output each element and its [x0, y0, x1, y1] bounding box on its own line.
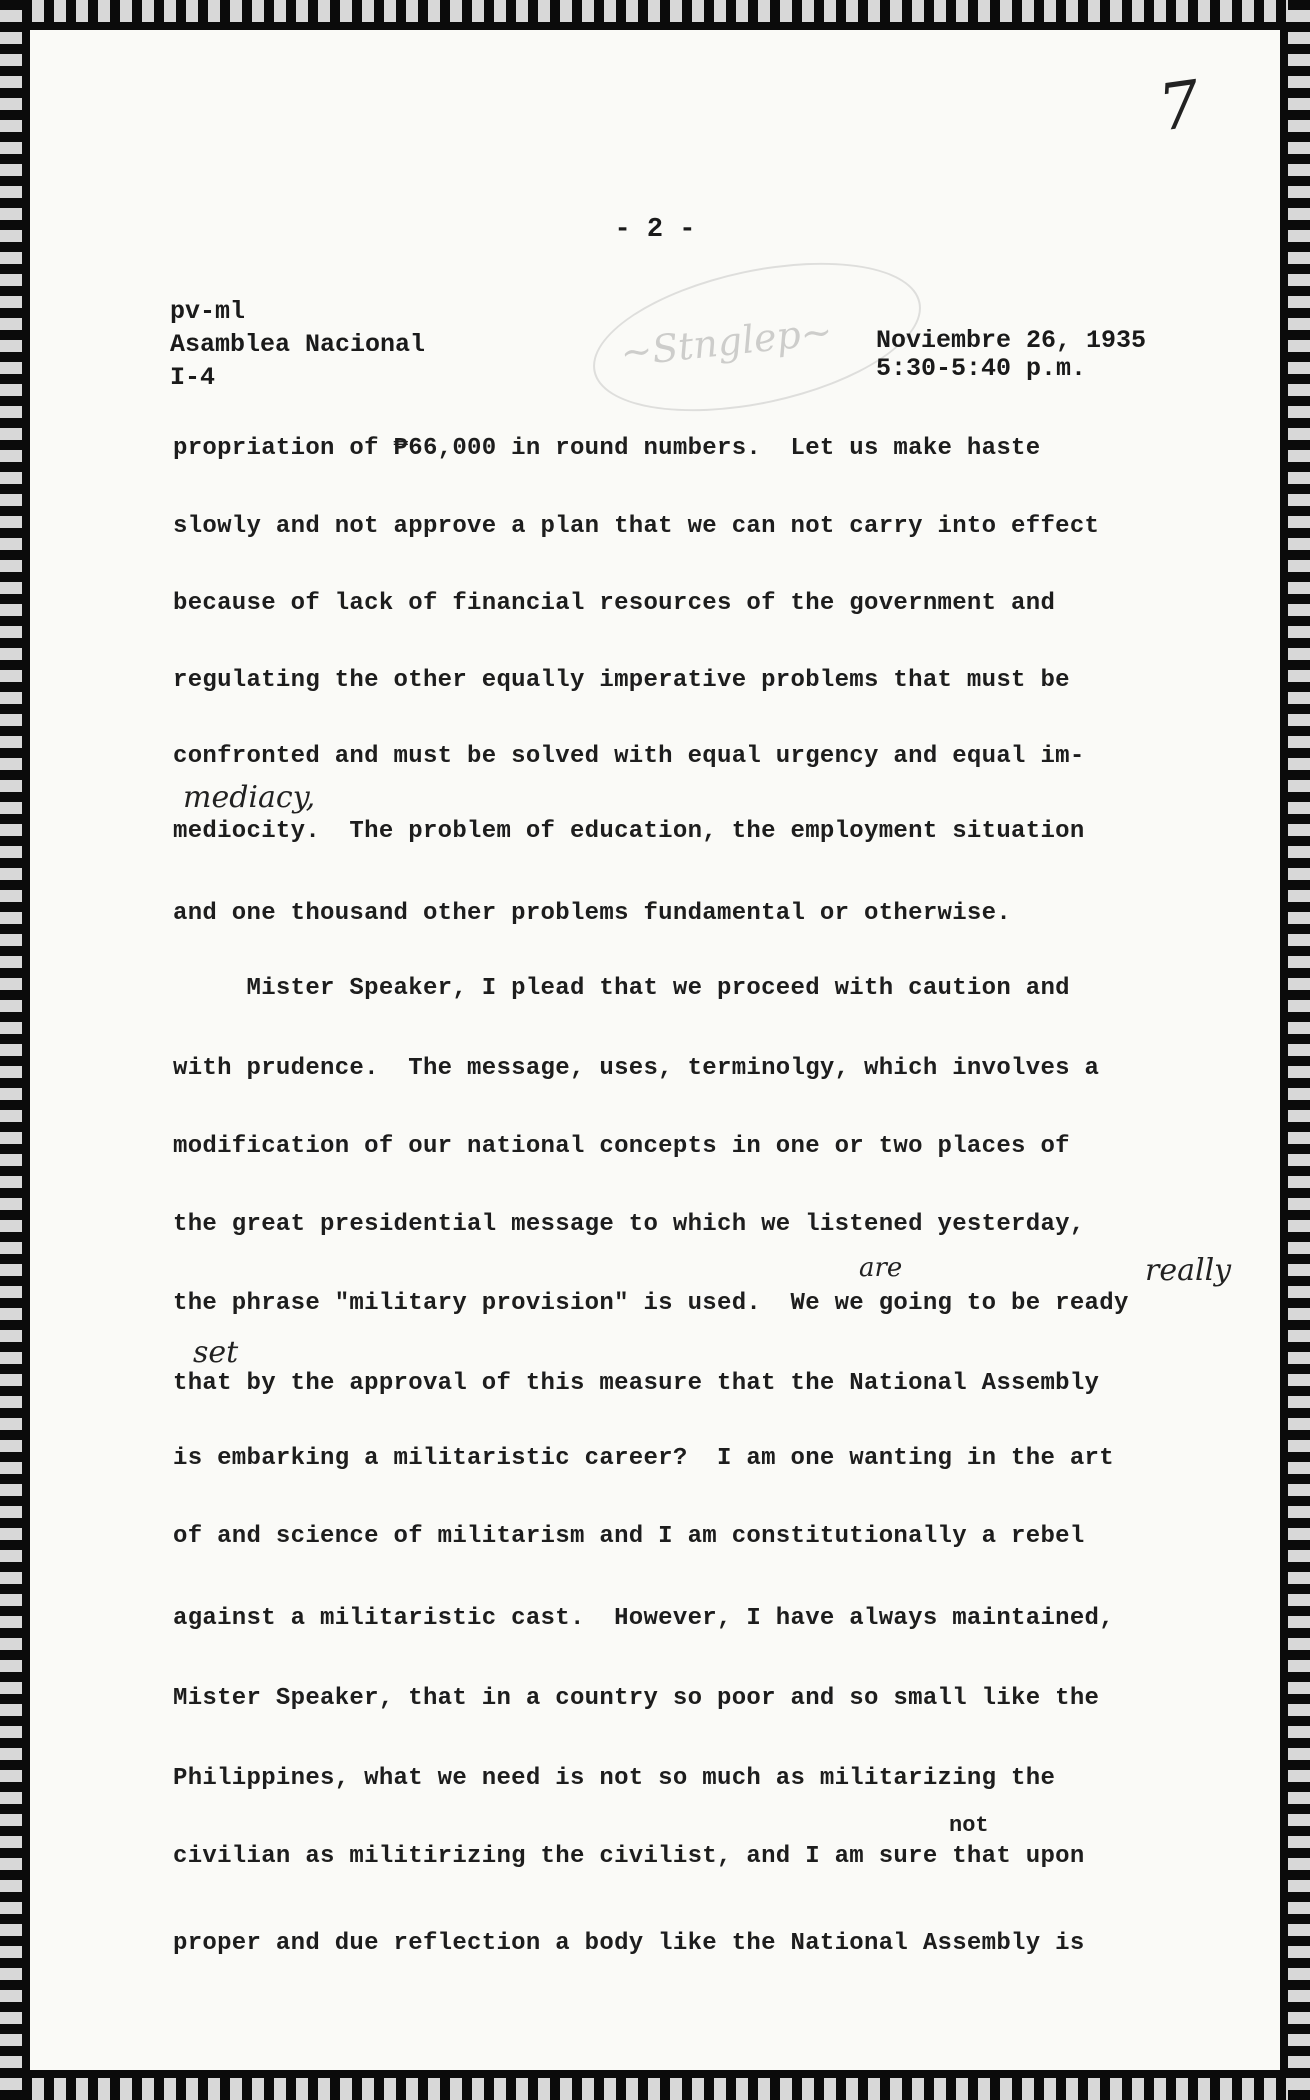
text-line: Mister Speaker, that in a country so poor and so small like the — [173, 1685, 1100, 1712]
document-page — [30, 30, 1280, 2070]
film-border-bottom — [0, 2078, 1310, 2100]
text-line: the phrase "military provision" is used. We we going to be ready — [173, 1290, 1129, 1317]
text-line: because of lack of financial resources of the government and — [173, 590, 1056, 617]
faded-signature: ~Stnglep~ — [618, 309, 835, 375]
text-line: with prudence. The message, uses, terminolgy, which involves a — [173, 1055, 1100, 1082]
text-line: Mister Speaker, I plead that we proceed with caution and — [173, 975, 1070, 1002]
text-line: and one thousand other problems fundamental or otherwise. — [173, 900, 1012, 927]
handwritten-page-number: 7 — [1154, 67, 1205, 147]
text-line: propriation of ₱66,000 in round numbers. Let us make haste — [173, 435, 1041, 462]
text-line: is embarking a militaristic career? I am one wanting in the art — [173, 1445, 1114, 1472]
film-border-right — [1288, 0, 1310, 2100]
header-assembly: Asamblea Nacional — [170, 330, 426, 359]
annotation-set: set — [193, 1335, 239, 1370]
text-line: modification of our national concepts in one or two places of — [173, 1133, 1070, 1160]
text-line: mediocity. The problem of education, the employment situation — [173, 818, 1085, 845]
page-label: - 2 - — [614, 215, 696, 245]
text-line: that by the approval of this measure that the National Assembly — [173, 1370, 1100, 1397]
header-ref: pv-ml — [170, 297, 246, 326]
film-border-top — [0, 0, 1310, 22]
text-line: confronted and must be solved with equal urgency and equal im- — [173, 743, 1085, 770]
text-line: against a militaristic cast. However, I have always maintained, — [173, 1605, 1114, 1632]
header-date: Noviembre 26, 1935 — [876, 326, 1147, 355]
header-left — [170, 295, 425, 394]
text-line: the great presidential message to which we listened yesterday, — [173, 1211, 1085, 1238]
annotation-mediacy: mediacy, — [183, 780, 316, 815]
text-line: Philippines, what we need is not so much as militarizing the — [173, 1765, 1056, 1792]
text-line: slowly and not approve a plan that we can not carry into effect — [173, 513, 1100, 540]
text-line: proper and due reflection a body like the National Assembly is — [173, 1930, 1085, 1957]
annotation-not: not — [949, 1813, 989, 1838]
header-right — [876, 327, 1146, 383]
header-time: 5:30-5:40 p.m. — [876, 354, 1087, 383]
text-line: regulating the other equally imperative problems that must be — [173, 667, 1070, 694]
annotation-are: are — [859, 1253, 903, 1283]
film-border-left — [0, 0, 22, 2100]
text-line: of and science of militarism and I am constitutionally a rebel — [173, 1523, 1085, 1550]
text-line: civilian as militirizing the civilist, and I am sure that upon — [173, 1843, 1085, 1870]
header-code: I-4 — [170, 363, 216, 392]
annotation-really: really — [1145, 1253, 1232, 1288]
